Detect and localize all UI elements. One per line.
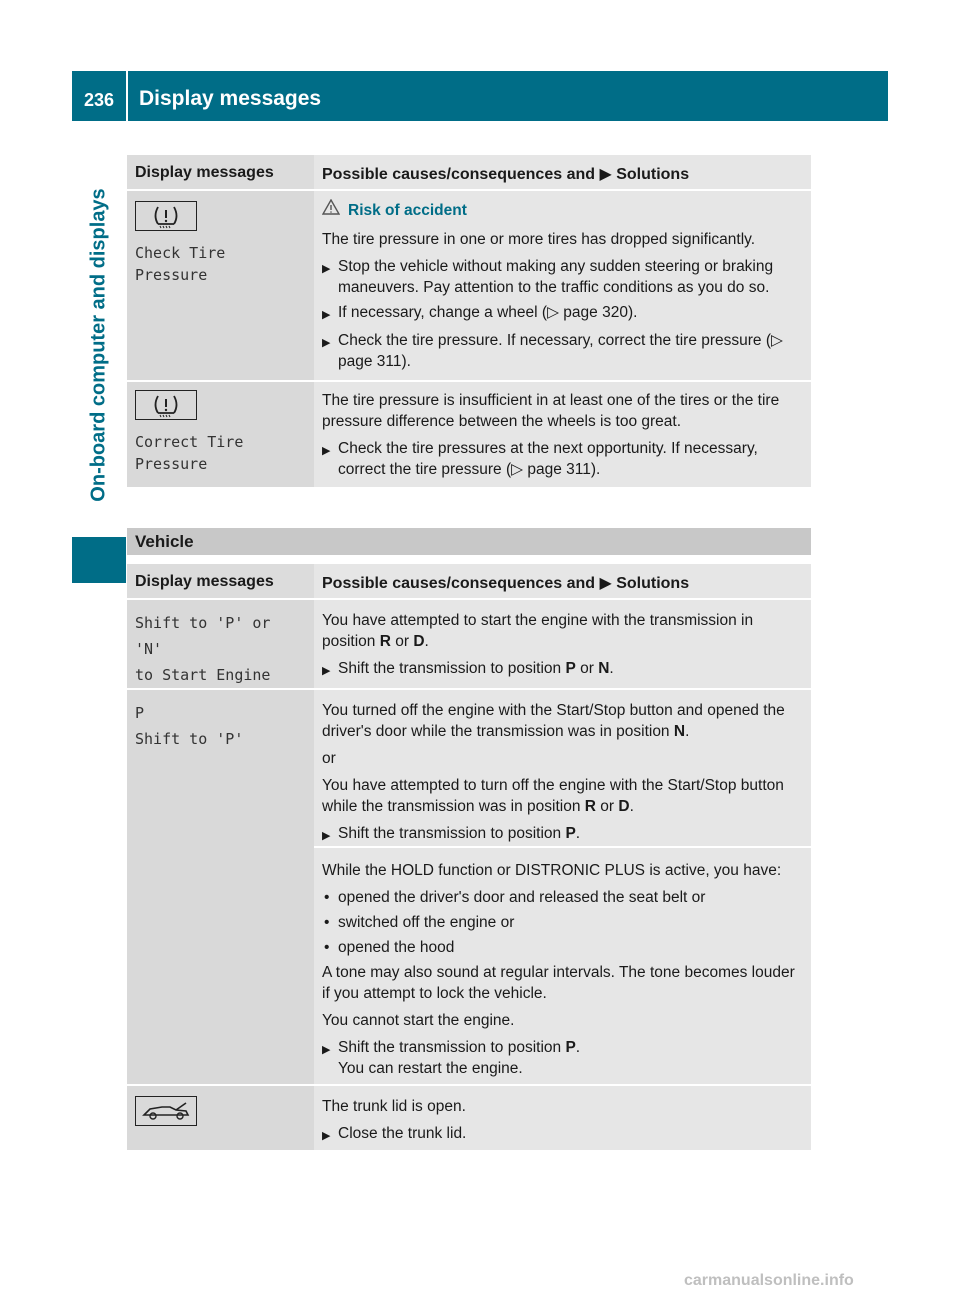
- tire-pressure-warning-icon: [135, 390, 197, 420]
- table-row: [127, 380, 811, 487]
- col-header-causes: Possible causes/consequences and ▶ Solutions: [314, 564, 811, 598]
- table-header-row: [127, 155, 811, 189]
- footer-watermark: carmanualsonline.info: [684, 1272, 854, 1289]
- hold-intro-text: While the HOLD function or DISTRONIC PLUS is active, you have:: [322, 862, 782, 879]
- cause-text: You have attempted to turn off the engine with the Start/Stop button while the transmission was in position R or D.: [322, 777, 784, 815]
- col-header-causes: Possible causes/consequences and ▶ Solutions: [314, 155, 811, 189]
- display-message-line1: Shift to 'P' or 'N': [135, 614, 271, 658]
- table-row: [127, 846, 811, 1084]
- solution-step: ▶ Close the trunk lid.: [322, 1123, 803, 1147]
- arrow-icon: ▶: [322, 337, 331, 349]
- display-message: Check Tire Pressure: [135, 244, 226, 284]
- table-row: [127, 1084, 811, 1150]
- arrow-icon: ▶: [322, 263, 331, 275]
- display-message-line1: P: [135, 704, 145, 722]
- solution-step: ▶ If necessary, change a wheel (▷ page 320).: [322, 302, 803, 326]
- table-header-row: [127, 564, 811, 598]
- display-message-line2: to Start Engine: [135, 666, 271, 684]
- list-item: • opened the driver's door and released the seat belt or: [324, 889, 706, 906]
- side-chapter-marker: [72, 537, 126, 583]
- col-header-display: Display messages: [127, 564, 314, 598]
- cause-text: The trunk lid is open.: [322, 1098, 466, 1115]
- side-chapter-label: [72, 160, 126, 530]
- arrow-icon: ▶: [322, 665, 331, 677]
- display-message-line2: Shift to 'P': [135, 730, 244, 748]
- table-row: [127, 189, 811, 380]
- arrow-icon: ▶: [322, 1130, 331, 1142]
- vehicle-table: [127, 564, 811, 1150]
- solution-step: ▶ Shift the transmission to position P. You can restart the engine.: [322, 1039, 581, 1077]
- risk-warning: [322, 199, 803, 221]
- col-header-display: Display messages: [127, 155, 314, 189]
- or-text: or: [322, 750, 336, 767]
- side-chapter-text: On-board computer and displays: [87, 188, 110, 502]
- page-header: [72, 71, 888, 121]
- tire-pressure-warning-icon: [135, 201, 197, 231]
- page-title: Display messages: [139, 87, 322, 110]
- tire-pressure-table: [127, 155, 811, 487]
- solution-step: ▶ Shift the transmission to position P or N.: [322, 658, 803, 682]
- arrow-icon: ▶: [322, 445, 331, 457]
- arrow-icon: ▶: [322, 1044, 331, 1056]
- list-item: • switched off the engine or: [324, 914, 515, 931]
- page-number: 236: [83, 89, 115, 110]
- cannot-start-text: You cannot start the engine.: [322, 1012, 515, 1029]
- table-row: [127, 688, 811, 846]
- cause-text: You have attempted to start the engine with the transmission in position R or D.: [322, 612, 754, 650]
- solution-step: ▶ Shift the transmission to position P.: [322, 823, 803, 847]
- arrow-icon: ▶: [322, 830, 331, 842]
- display-message-line1: Correct Tire: [135, 433, 244, 451]
- list-item: • opened the hood: [324, 939, 455, 956]
- tone-text: A tone may also sound at regular intervals. The tone becomes louder if you attempt to lock the vehicle.: [322, 964, 795, 1002]
- table-row: [127, 598, 811, 688]
- display-message-line2: Pressure: [135, 455, 208, 473]
- cause-text: The tire pressure is insufficient in at least one of the tires or the tire pressure difference between the wheels is too great.: [322, 392, 780, 430]
- section-title: Vehicle: [127, 528, 811, 555]
- solution-step: ▶ Check the tire pressures at the next opportunity. If necessary, correct the tire pressure (▷ page 311).: [322, 440, 758, 478]
- warning-text: Risk of accident: [348, 201, 467, 219]
- solution-step: ▶ Stop the vehicle without making any sudden steering or braking maneuvers. Pay attention to the traffic conditions as you do so.: [322, 258, 774, 296]
- warning-triangle-icon: [322, 199, 340, 221]
- arrow-icon: ▶: [322, 309, 331, 321]
- solution-step: ▶ Check the tire pressure. If necessary, correct the tire pressure (▷ page 311).: [322, 332, 783, 370]
- cause-text: The tire pressure in one or more tires has dropped significantly.: [322, 231, 756, 248]
- trunk-open-icon: [135, 1096, 197, 1126]
- cause-text: You turned off the engine with the Start/Stop button and opened the driver's door while the transmission was in position N.: [322, 702, 785, 740]
